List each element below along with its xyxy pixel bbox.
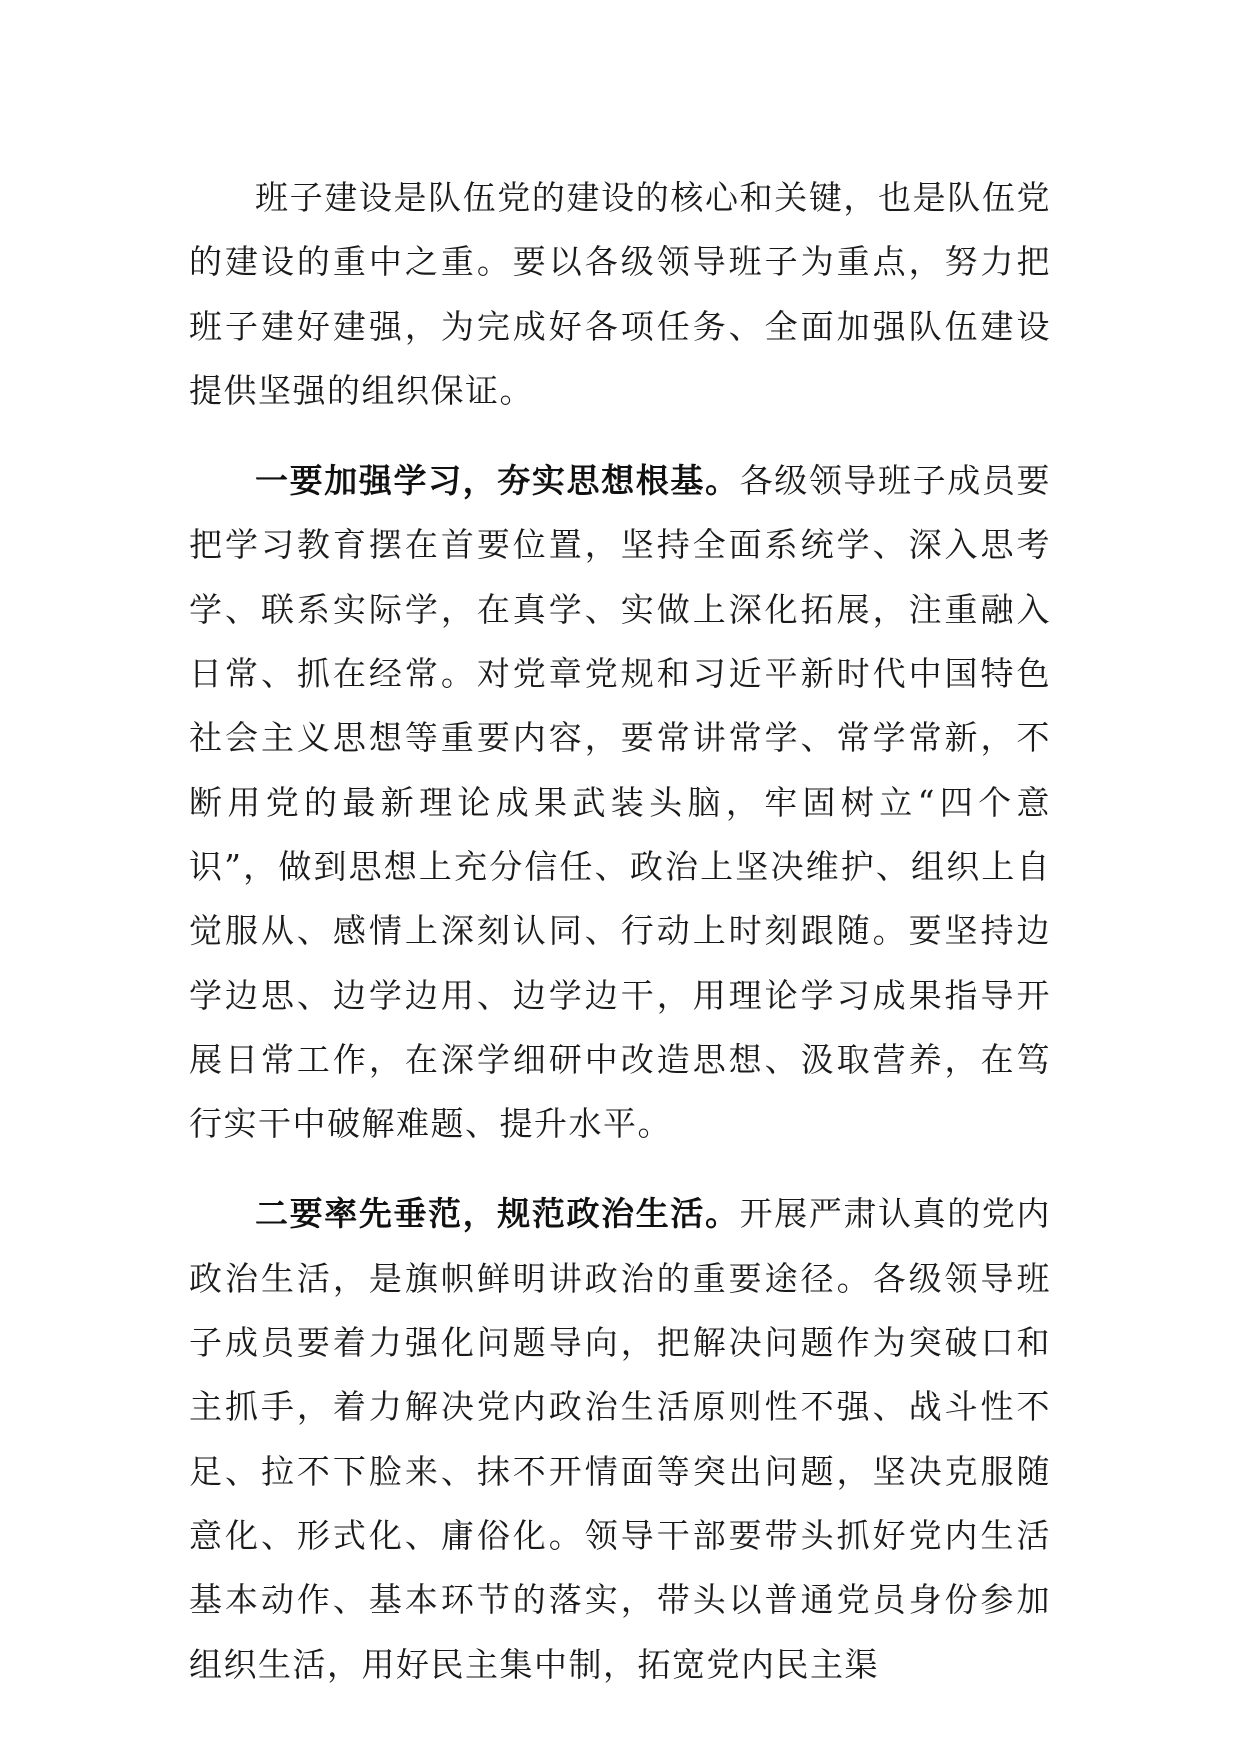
paragraph-text: 开展严肃认真的党内政治生活，是旗帜鲜明讲政治的重要途径。各级领导班子成员要着力强化问题导向，把解决问题作为突破口和主抓手，着力解决党内政治生活原则性不强、战斗性不足、拉不下脸来、抹不开情面等突出问题，坚决克服随意化、形式化、庸俗化。领导干部要带头抓好党内生活基本动作、基本环节的落实，带头以普通党员身份参加组织生活，用好民主集中制，拓宽党内民主渠 — [189, 1194, 1052, 1684]
paragraph-heading: 一要加强学习，夯实思想根基。 — [255, 461, 740, 501]
paragraph-text: 班子建设是队伍党的建设的核心和关键，也是队伍党的建设的重中之重。要以各级领导班子为重点，努力把班子建好建强，为完成好各项任务、全面加强队伍建设提供坚强的组织保证。 — [189, 178, 1051, 410]
paragraph-intro — [189, 166, 1051, 423]
paragraph-heading: 二要率先垂范，规范政治生活。 — [255, 1194, 740, 1234]
paragraph-text: 各级领导班子成员要把学习教育摆在首要位置，坚持全面系统学、深入思考学、联系实际学，在真学、实做上深化拓展，注重融入日常、抓在经常。对党章党规和习近平新时代中国特色社会主义思想等重要内容，要常讲常学、常学常新，不断用党的最新理论成果武装头脑，牢固树立“四个意识”，做到思想上充分信任、政治上坚决维护、组织上自觉服从、感情上深刻认同、行动上时刻跟随。要坚持边学边思、边学边用、边学边干，用理论学习成果指导开展日常工作，在深学细研中改造思想、汲取营养，在笃行实干中破解难题、提升水平。 — [189, 461, 1052, 1144]
paragraph-study — [189, 449, 1051, 1156]
document-body — [189, 166, 1051, 1723]
paragraph-political-life — [189, 1182, 1051, 1696]
